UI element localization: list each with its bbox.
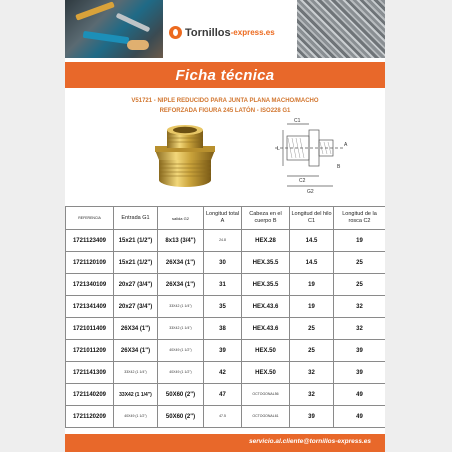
cell: 33X42 (1 1/4") — [114, 384, 158, 406]
cell: 32 — [290, 384, 334, 406]
cell: 24.8 — [204, 230, 242, 252]
tools-photo — [65, 0, 163, 58]
cell: 25 — [290, 318, 334, 340]
cell: 15x21 (1/2") — [114, 230, 158, 252]
cell: HEX.35.5 — [242, 274, 290, 296]
cell: 25 — [290, 340, 334, 362]
cell: 20x27 (3/4") — [114, 274, 158, 296]
label-a: A — [344, 142, 348, 148]
cell: HEX.28 — [242, 230, 290, 252]
cell: 33X42 (1 1/4") — [158, 296, 204, 318]
col-header: Cabeza en el cuerpo B — [242, 207, 290, 230]
table-row — [66, 406, 386, 428]
cell: HEX.35.5 — [242, 252, 290, 274]
cell: 26X34 (1") — [114, 340, 158, 362]
logo-text: Tornillos — [185, 26, 231, 39]
footer-bar — [65, 434, 385, 452]
cell: HEX.43.6 — [242, 318, 290, 340]
table-row — [66, 340, 386, 362]
cell: 40X49 (1 1/2") — [114, 406, 158, 428]
cell: 47.5 — [204, 406, 242, 428]
cell: 50X60 (2") — [158, 406, 204, 428]
table-row — [66, 384, 386, 406]
cell: HEX.50 — [242, 340, 290, 362]
cell: 1721341409 — [66, 296, 114, 318]
logo-icon — [169, 26, 182, 39]
cell: 31 — [204, 274, 242, 296]
cell: 26X34 (1") — [158, 274, 204, 296]
cell: HEX.43.6 — [242, 296, 290, 318]
cell: 47 — [204, 384, 242, 406]
technical-drawing — [261, 116, 357, 200]
product-title — [65, 96, 385, 116]
cell: 50X60 (2") — [158, 384, 204, 406]
cell: 1721011409 — [66, 318, 114, 340]
col-header: Longitud de la rosca C2 — [334, 207, 386, 230]
cell: 32 — [334, 296, 386, 318]
cell: HEX.50 — [242, 362, 290, 384]
dimensions-table — [65, 206, 385, 428]
col-header: Longitud del hilo C1 — [290, 207, 334, 230]
cell: 1721120209 — [66, 406, 114, 428]
screws-photo — [297, 0, 385, 58]
cell: 38 — [204, 318, 242, 340]
cell: 49 — [334, 384, 386, 406]
product-photo — [149, 120, 221, 192]
cell: 14.5 — [290, 252, 334, 274]
logo-suffix: -express.es — [230, 28, 275, 37]
cell: 26X34 (1") — [114, 318, 158, 340]
cell: 25 — [334, 252, 386, 274]
table-row — [66, 318, 386, 340]
cell: 1721120109 — [66, 252, 114, 274]
cell: 39 — [290, 406, 334, 428]
cell: 49 — [334, 406, 386, 428]
cell: 1721011209 — [66, 340, 114, 362]
header — [65, 0, 385, 58]
title-banner — [65, 62, 385, 88]
cell: 35 — [204, 296, 242, 318]
cell: 25 — [334, 274, 386, 296]
table-row — [66, 362, 386, 384]
cell: 19 — [290, 296, 334, 318]
cell: 8x13 (3/4") — [158, 230, 204, 252]
product-title-line1: V51721 - NIPLE REDUCIDO PARA JUNTA PLANA MACHO/MACHO — [131, 98, 319, 104]
table-header-row — [66, 207, 386, 230]
cell: 40X49 (1 1/2") — [158, 362, 204, 384]
col-header: salida G2 — [158, 207, 204, 230]
label-c1: C1 — [294, 118, 301, 124]
cell: 15x21 (1/2") — [114, 252, 158, 274]
cell: 19 — [290, 274, 334, 296]
cell: OCTOGONAL56 — [242, 384, 290, 406]
table-row — [66, 252, 386, 274]
cell: 1721123409 — [66, 230, 114, 252]
cell: 30 — [204, 252, 242, 274]
cell: 40X49 (1 1/2") — [158, 340, 204, 362]
banner-title: Ficha técnica — [175, 66, 275, 84]
datasheet-page — [65, 0, 385, 452]
col-header: REFERENCIA — [66, 207, 114, 230]
cell: 14.5 — [290, 230, 334, 252]
cell: 19 — [334, 230, 386, 252]
cell: OCTOGONAL61 — [242, 406, 290, 428]
cell: 1721141309 — [66, 362, 114, 384]
col-header: Longitud total A — [204, 207, 242, 230]
cell: 42 — [204, 362, 242, 384]
cell: 32 — [334, 318, 386, 340]
label-g2: G2 — [307, 189, 314, 195]
col-header: Entrada G1 — [114, 207, 158, 230]
cell: 33X42 (1 1/4") — [114, 362, 158, 384]
label-b: B — [337, 164, 341, 170]
cell: 1721340109 — [66, 274, 114, 296]
cell: 39 — [334, 362, 386, 384]
table-row — [66, 274, 386, 296]
cell: 32 — [290, 362, 334, 384]
label-l: L — [277, 146, 280, 152]
cell: 26X34 (1") — [158, 252, 204, 274]
brand-logo — [169, 26, 275, 39]
table-row — [66, 230, 386, 252]
product-title-line2: REFORZADA FIGURA 245 LATÓN - ISO228 G1 — [159, 108, 291, 114]
label-c2: C2 — [299, 178, 306, 184]
cell: 1721140209 — [66, 384, 114, 406]
cell: 39 — [334, 340, 386, 362]
footer-email: servicio.al.cliente@tornillos-express.es — [249, 438, 371, 445]
cell: 33X42 (1 1/4") — [158, 318, 204, 340]
cell: 20x27 (3/4") — [114, 296, 158, 318]
cell: 39 — [204, 340, 242, 362]
table-row — [66, 296, 386, 318]
